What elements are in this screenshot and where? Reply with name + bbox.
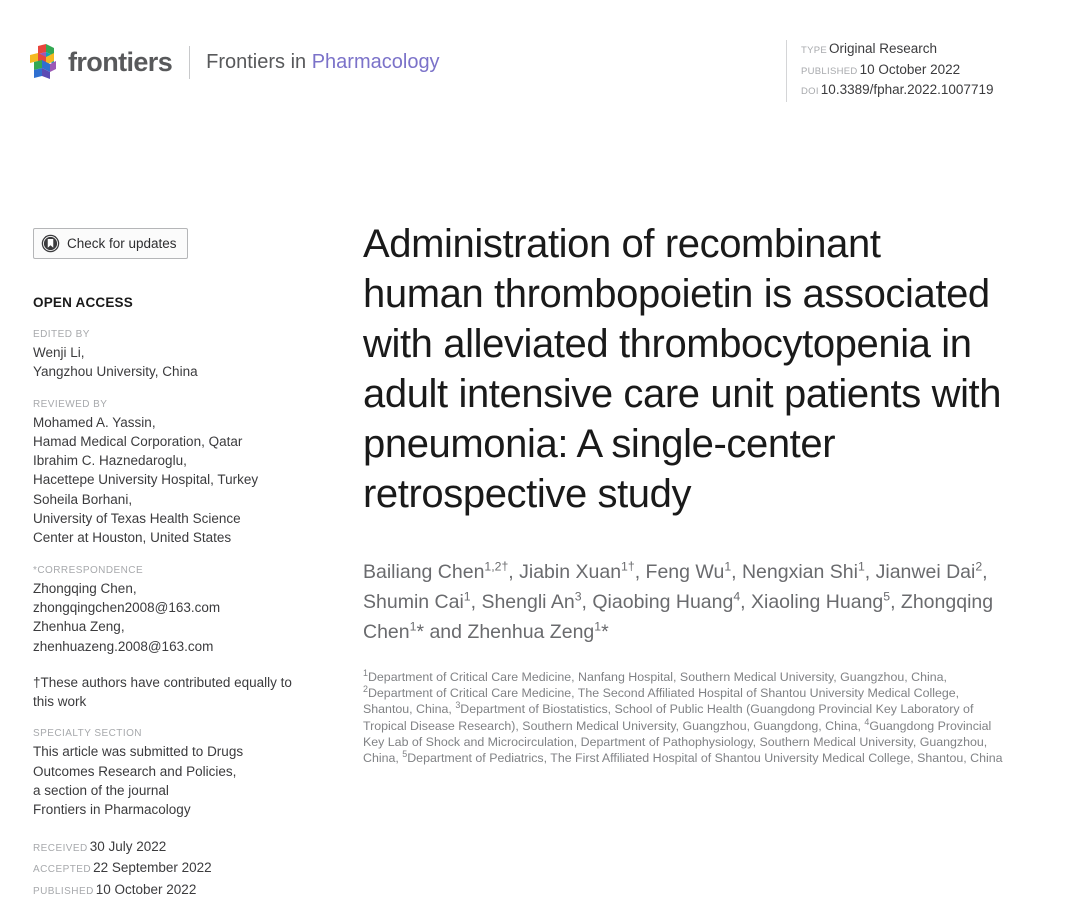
reviewer-line: Soheila Borhani, <box>33 491 133 507</box>
reviewer-line: Center at Houston, United States <box>33 530 232 546</box>
pubmeta-row-doi[interactable] <box>801 81 1031 102</box>
date-row-published <box>33 880 295 901</box>
reviewer-line: University of Texas Health Science <box>33 511 241 527</box>
reviewed-by-section <box>33 399 295 548</box>
publication-metadata <box>786 40 1031 102</box>
reviewer-line: Mohamed A. Yassin, <box>33 414 156 430</box>
article-title: Administration of recombinant human thrombopoietin is associated with alleviated thrombocytopenia in adult intensive care unit patients with pneumonia: A single-center retrospective study <box>363 222 1002 516</box>
reviewer-line: Ibrahim C. Haznedaroglu, <box>33 453 187 469</box>
pubmeta-row-type <box>801 40 1031 61</box>
pubmeta-label-doi: DOI <box>801 86 819 97</box>
journal-name <box>206 52 439 72</box>
pubmeta-value-doi[interactable]: 10.3389/fphar.2022.1007719 <box>820 82 994 97</box>
date-label-received: RECEIVED <box>33 842 88 854</box>
date-row-accepted <box>33 858 295 880</box>
article-dates <box>33 837 295 901</box>
reviewed-by-label: REVIEWED BY <box>33 398 108 410</box>
date-value-published: 10 October 2022 <box>95 881 197 897</box>
edited-by-section <box>33 329 295 382</box>
journal-name-prefix: Frontiers in <box>206 51 312 73</box>
correspondence-label: *CORRESPONDENCE <box>33 564 144 576</box>
check-for-updates-button[interactable] <box>33 228 188 259</box>
affiliation-list: $^1$Department of Critical Care Medicine, Nanfang Hospital, Southern Medical University, Guangzhou, China, $^2$Department of Critical Care Medicine, The Second Affiliated Hospital of Shantou University Medical College, Shantou, China, $^3$Department of Biostatistics, School of Public Health (Guangdong Provincial Key Laboratory of Tropical Disease Research), Southern Medical University, Guangzhou, Guangdong, China, $^4$Guangdong Provincial Key Lab of Shock and Microcirculation, Department of Pathophysiology, Southern Medical University, Guangzhou, China, $^5$Department of Pediatrics, The First Affiliated Hospital of Shantou University Medical College, Shantou, China <box>363 667 1003 766</box>
correspondence-name: Zhenhua Zeng, <box>33 619 125 635</box>
edited-by-name: Wenji Li, <box>33 345 85 360</box>
equal-contribution-note: †These authors have contributed equally to this work <box>33 674 292 710</box>
specialty-section <box>33 728 295 819</box>
specialty-section-label: SPECIALTY SECTION <box>33 728 142 740</box>
article-sidebar <box>33 228 295 901</box>
check-for-updates-label: Check for updates <box>67 235 177 251</box>
reviewer-line: Hamad Medical Corporation, Qatar <box>33 433 243 449</box>
date-value-received: 30 July 2022 <box>89 838 167 854</box>
specialty-section-line: a section of the journal <box>33 783 169 799</box>
frontiers-logo-icon <box>29 44 68 80</box>
crossmark-bookmark-icon <box>41 234 67 253</box>
brand-divider <box>189 46 190 79</box>
correspondence-email[interactable]: zhongqingchen2008@163.com <box>33 599 221 615</box>
pubmeta-label-type: TYPE <box>801 45 828 56</box>
pubmeta-value-published: 10 October 2022 <box>859 61 961 77</box>
page-header <box>0 0 1080 120</box>
correspondence-section <box>33 565 295 656</box>
date-label-published: PUBLISHED <box>33 885 94 897</box>
edited-by-affiliation: Yangzhou University, China <box>33 364 198 380</box>
frontiers-wordmark: frontiers <box>68 46 173 77</box>
pubmeta-value-type: Original Research <box>829 41 938 56</box>
specialty-section-line: Frontiers in Pharmacology <box>33 802 191 818</box>
pubmeta-row-published <box>801 61 1031 82</box>
frontiers-brand[interactable] <box>29 44 440 80</box>
reviewer-line: Hacettepe University Hospital, Turkey <box>33 472 259 488</box>
edited-by-label: EDITED BY <box>33 329 90 340</box>
author-list: Bailiang Chen$^{1,2\dagger}$, Jiabin Xuan$^{1\dagger}$, Feng Wu$^1$, Nengxian Shi$^1$, Jianwei Dai$^2$, Shumin Cai$^1$, Shengli An$^3$, Qiaobing Huang$^4$, Xiaoling Huang$^5$, Zhongqing Chen$^1$* and Zhenhua Zeng$^1$* <box>363 559 994 643</box>
open-access-badge: OPEN ACCESS <box>33 295 133 310</box>
journal-name-accent: Pharmacology <box>311 51 440 73</box>
specialty-section-line: Outcomes Research and Policies, <box>33 763 237 779</box>
correspondence-name: Zhongqing Chen, <box>33 580 137 596</box>
correspondence-email[interactable]: zhenhuazeng.2008@163.com <box>33 638 214 654</box>
pubmeta-label-published: PUBLISHED <box>801 65 858 77</box>
date-label-accepted: ACCEPTED <box>33 864 92 876</box>
date-value-accepted: 22 September 2022 <box>93 860 212 876</box>
specialty-section-line: This article was submitted to Drugs <box>33 744 244 760</box>
article-main <box>363 219 1003 766</box>
date-row-received <box>33 837 295 859</box>
